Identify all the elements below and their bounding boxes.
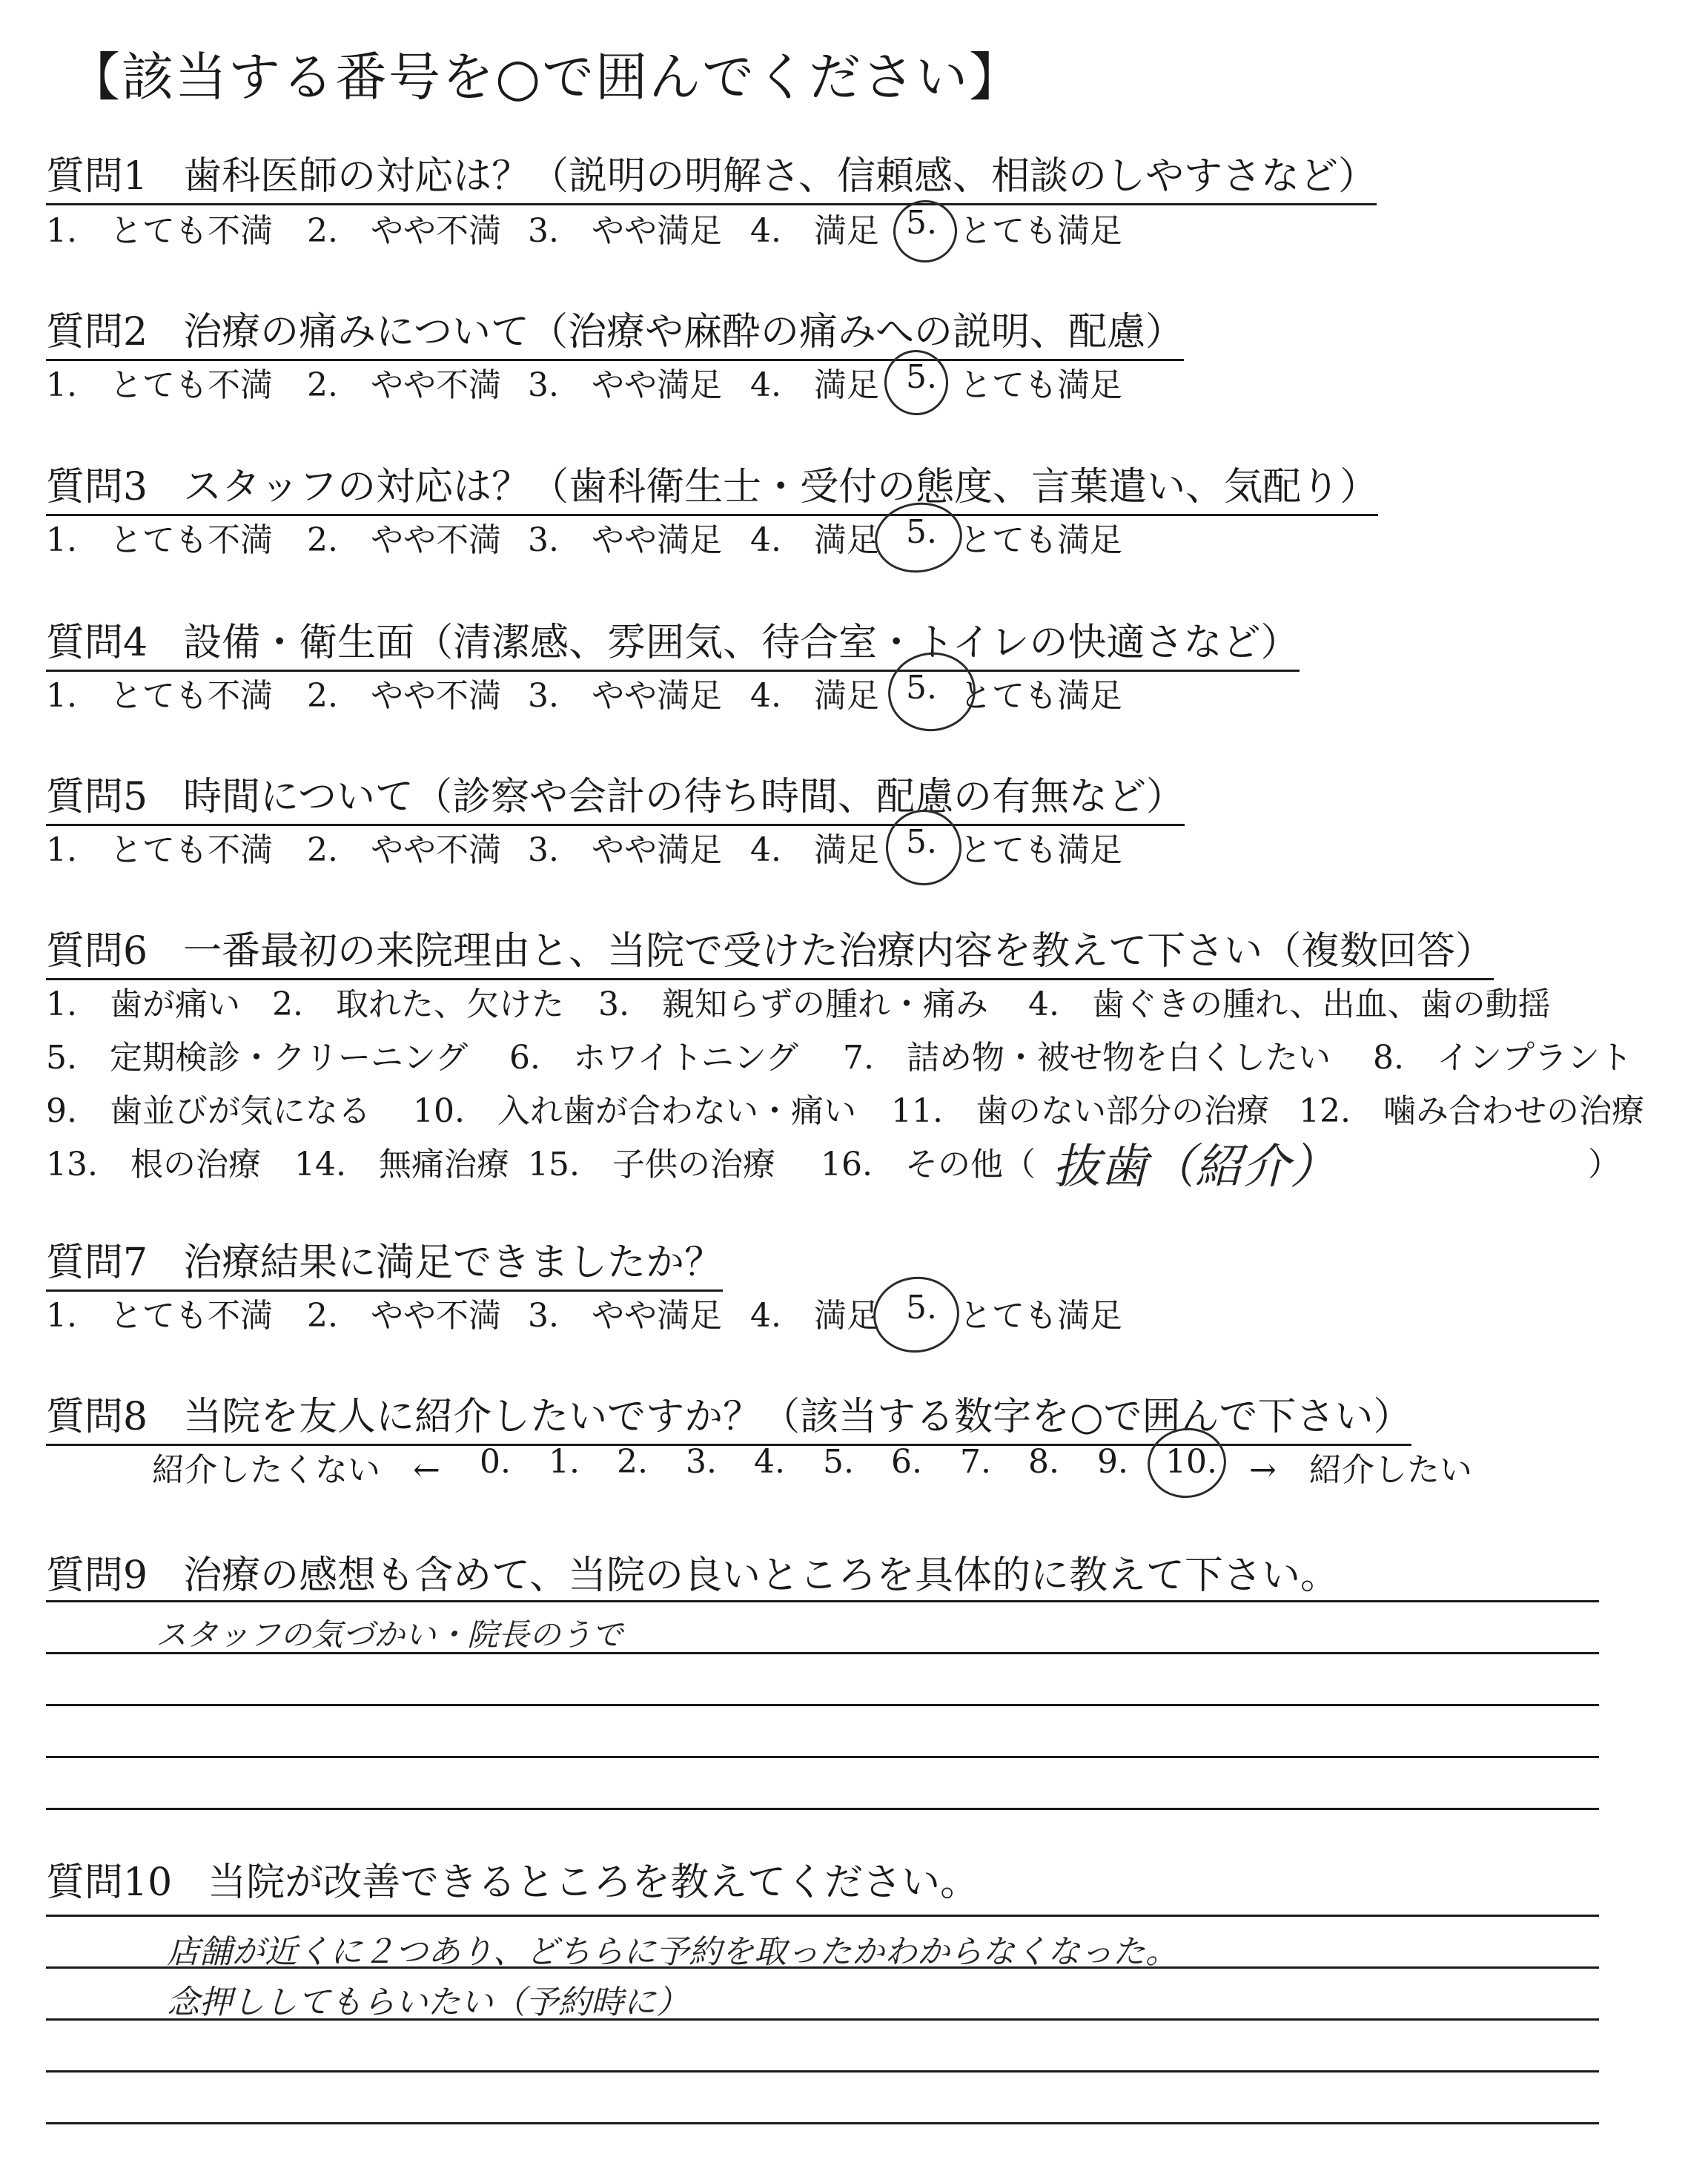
q5-option-3[interactable]: 3. やや満足	[528, 831, 722, 869]
q9-answer-line-3	[46, 1704, 1599, 1706]
q5-option-1[interactable]: 1. とても不満	[46, 831, 273, 869]
question-1-text: 歯科医師の対応は？（説明の明解さ、信頼感、相談のしやすさなど）	[183, 154, 1377, 199]
q8-number-9[interactable]: 9.	[1097, 1443, 1128, 1481]
q6-option-15[interactable]: 15. 子供の治療	[528, 1146, 775, 1183]
question-9-number: 質問9	[46, 1553, 148, 1598]
q1-option-5-label: とても満足	[959, 212, 1122, 250]
q6-option-10[interactable]: 10. 入れ歯が合わない・痛い	[413, 1092, 856, 1130]
q10-handwritten-answer-line-2[interactable]: 念押ししてもらいたい（予約時に）	[167, 1984, 689, 2021]
q7-option-3[interactable]: 3. やや満足	[528, 1297, 722, 1335]
q6-option-9[interactable]: 9. 歯並びが気になる	[46, 1092, 371, 1130]
q6-option-8[interactable]: 8. インプラント	[1373, 1039, 1632, 1077]
q4-option-5-label: とても満足	[959, 677, 1122, 715]
q10-answer-line-5	[46, 2122, 1599, 2124]
q6-option-16[interactable]: 16. その他（	[821, 1146, 1036, 1183]
q8-number-8[interactable]: 8.	[1028, 1443, 1059, 1481]
question-3-text: スタッフの対応は？（歯科衛生士・受付の態度、言葉遣い、気配り）	[183, 465, 1379, 509]
q5-option-5[interactable]: 5.	[906, 823, 937, 861]
q6-option-2[interactable]: 2. 取れた、欠けた	[272, 985, 564, 1023]
q8-number-1[interactable]: 1.	[549, 1443, 580, 1481]
question-5-number: 質問5	[46, 775, 148, 819]
q4-option-4[interactable]: 4. 満足	[750, 677, 879, 715]
question-1-heading	[46, 145, 1377, 205]
q7-option-5-label: とても満足	[959, 1297, 1122, 1335]
q6-option-7[interactable]: 7. 詰め物・被せ物を白くしたい	[843, 1039, 1331, 1077]
question-6-text: 一番最初の来院理由と、当院で受けた治療内容を教えて下さい（複数回答）	[183, 929, 1494, 974]
q8-number-10[interactable]: 10.	[1165, 1443, 1217, 1481]
q2-option-5-label: とても満足	[959, 366, 1122, 404]
q1-option-2[interactable]: 2. やや不満	[307, 212, 501, 250]
q6-option-1[interactable]: 1. 歯が痛い	[46, 985, 240, 1023]
question-7-heading	[46, 1231, 723, 1292]
question-7-text: 治療結果に満足できましたか？	[183, 1241, 724, 1285]
q2-option-2[interactable]: 2. やや不満	[307, 366, 501, 404]
q2-option-4[interactable]: 4. 満足	[750, 366, 879, 404]
question-10-text: 当院が改善できるところを教えてください。	[208, 1860, 979, 1905]
question-8-number: 質問8	[46, 1395, 148, 1439]
q6-other-handwritten-answer[interactable]: 抜歯（紹介）	[1053, 1140, 1337, 1195]
q1-selection-circle	[890, 196, 961, 266]
question-4-text: 設備・衛生面（清潔感、雰囲気、待合室・トイレの快適さなど）	[183, 621, 1300, 665]
q8-number-0[interactable]: 0.	[480, 1443, 511, 1481]
q4-option-3[interactable]: 3. やや満足	[528, 677, 722, 715]
q4-option-1[interactable]: 1. とても不満	[46, 677, 273, 715]
question-7-number: 質問7	[46, 1241, 148, 1285]
q3-option-4[interactable]: 4. 満足	[750, 521, 879, 559]
question-1-number: 質問1	[46, 154, 148, 199]
question-5-text: 時間について（診察や会計の待ち時間、配慮の有無など）	[183, 775, 1185, 819]
question-2-number: 質問2	[46, 310, 148, 354]
q8-number-3[interactable]: 3.	[686, 1443, 717, 1481]
q1-option-4[interactable]: 4. 満足	[750, 212, 879, 250]
q6-option-13[interactable]: 13. 根の治療	[46, 1146, 261, 1183]
q8-left-label: 紹介したくない ←	[152, 1451, 440, 1489]
q10-handwritten-answer-line-1[interactable]: 店舗が近くに２つあり、どちらに予約を取ったかわからなくなった。	[167, 1933, 1178, 1971]
q3-option-2[interactable]: 2. やや不満	[307, 521, 501, 559]
q7-selection-circle	[868, 1271, 964, 1358]
q5-option-4[interactable]: 4. 満足	[750, 831, 879, 869]
q8-number-6[interactable]: 6.	[891, 1443, 922, 1481]
q2-option-3[interactable]: 3. やや満足	[528, 366, 722, 404]
question-2-heading	[46, 300, 1184, 361]
q7-option-5[interactable]: 5.	[906, 1289, 937, 1327]
q4-option-5[interactable]: 5.	[906, 669, 937, 707]
question-8-text: 当院を友人に紹介したいですか？（該当する数字を○で囲んで下さい）	[183, 1395, 1412, 1439]
q2-option-1[interactable]: 1. とても不満	[46, 366, 273, 404]
q7-option-1[interactable]: 1. とても不満	[46, 1297, 273, 1335]
q6-option-14[interactable]: 14. 無痛治療	[294, 1146, 509, 1183]
q6-option-12[interactable]: 12. 噛み合わせの治療	[1299, 1092, 1644, 1130]
q9-handwritten-answer[interactable]: スタッフの気づかい・院長のうで	[156, 1616, 623, 1653]
q9-answer-line-1	[46, 1600, 1599, 1602]
q2-option-5[interactable]: 5.	[906, 358, 937, 396]
q6-option-4[interactable]: 4. 歯ぐきの腫れ、出血、歯の動揺	[1028, 985, 1551, 1023]
question-3-heading	[46, 455, 1378, 516]
question-4-heading	[46, 611, 1300, 672]
q8-right-label: → 紹介したい	[1249, 1451, 1472, 1489]
question-9-heading	[46, 1544, 1339, 1602]
question-10-number: 質問10	[46, 1860, 173, 1905]
q10-answer-line-1	[46, 1915, 1599, 1917]
q3-option-5[interactable]: 5.	[906, 513, 937, 551]
question-10-heading	[46, 1851, 979, 1909]
question-6-number: 質問6	[46, 929, 148, 974]
q5-option-5-label: とても満足	[959, 831, 1122, 869]
question-3-number: 質問3	[46, 465, 148, 509]
q9-answer-line-5	[46, 1808, 1599, 1810]
q4-option-2[interactable]: 2. やや不満	[307, 677, 501, 715]
q8-number-2[interactable]: 2.	[617, 1443, 648, 1481]
q6-option-6[interactable]: 6. ホワイトニング	[509, 1039, 799, 1077]
q9-answer-line-4	[46, 1756, 1599, 1758]
q8-number-4[interactable]: 4.	[754, 1443, 785, 1481]
q1-option-3[interactable]: 3. やや満足	[528, 212, 722, 250]
q3-option-3[interactable]: 3. やや満足	[528, 521, 722, 559]
q3-option-5-label: とても満足	[959, 521, 1122, 559]
q7-option-2[interactable]: 2. やや不満	[307, 1297, 501, 1335]
q1-option-5[interactable]: 5.	[906, 204, 937, 242]
question-5-heading	[46, 765, 1185, 826]
q6-option-3[interactable]: 3. 親知らずの腫れ・痛み	[598, 985, 988, 1023]
question-4-number: 質問4	[46, 621, 148, 665]
q5-option-2[interactable]: 2. やや不満	[307, 831, 501, 869]
q7-option-4[interactable]: 4. 満足	[750, 1297, 879, 1335]
q10-answer-line-4	[46, 2070, 1599, 2073]
q6-option-11[interactable]: 11. 歯のない部分の治療	[891, 1092, 1269, 1130]
q8-number-5[interactable]: 5.	[823, 1443, 854, 1481]
q6-option-5[interactable]: 5. 定期検診・クリーニング	[46, 1039, 469, 1077]
question-6-heading	[46, 919, 1494, 980]
q1-option-1[interactable]: 1. とても不満	[46, 212, 273, 250]
q8-number-7[interactable]: 7.	[960, 1443, 991, 1481]
q3-option-1[interactable]: 1. とても不満	[46, 521, 273, 559]
question-9-text: 治療の感想も含めて、当院の良いところを具体的に教えて下さい。	[183, 1553, 1340, 1598]
q6-other-close-paren: ）	[1588, 1146, 1621, 1183]
page-title: 【該当する番号を○で囲んでください】	[68, 47, 1023, 108]
question-2-text: 治療の痛みについて（治療や麻酔の痛みへの説明、配慮）	[183, 310, 1185, 354]
